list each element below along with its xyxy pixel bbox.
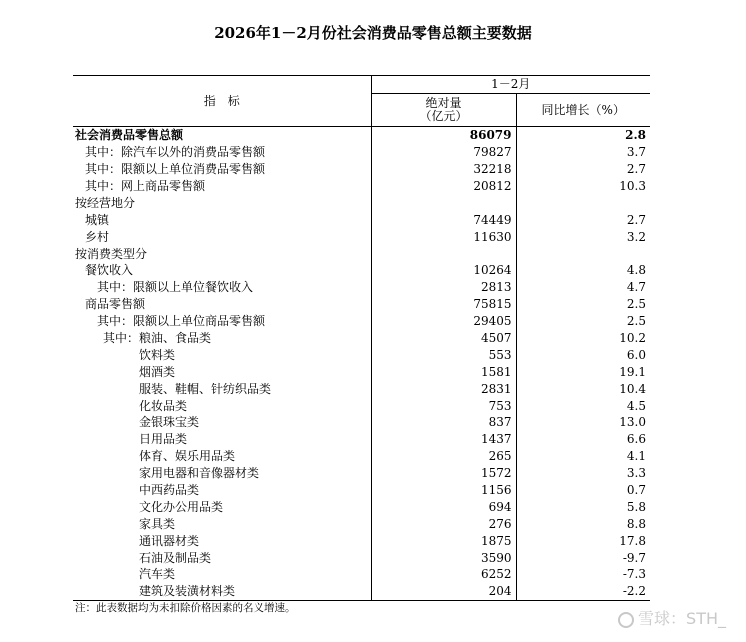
row-growth: 5.8	[516, 498, 650, 515]
row-growth: 19.1	[516, 363, 650, 380]
row-growth: 2.7	[516, 161, 650, 178]
watermark	[618, 606, 726, 629]
row-value: 204	[371, 583, 516, 600]
table-row	[73, 448, 650, 465]
row-label: 石油及制品类	[139, 550, 212, 565]
row-label: 中西药品类	[139, 483, 200, 498]
row-label: 其中：限额以上单位商品零售额	[97, 314, 266, 329]
row-growth: 4.7	[516, 279, 650, 296]
row-label: 其中：除汽车以外的消费品零售额	[85, 145, 266, 160]
row-value: 276	[371, 515, 516, 532]
row-growth: 8.8	[516, 515, 650, 532]
row-value: 265	[371, 448, 516, 465]
table-row	[73, 313, 650, 330]
row-value: 3590	[371, 549, 516, 566]
table-row	[73, 566, 650, 583]
retail-data-table	[73, 75, 650, 601]
table-row	[73, 549, 650, 566]
row-value: 1581	[371, 363, 516, 380]
table-row	[73, 380, 650, 397]
row-value: 29405	[371, 313, 516, 330]
table-row	[73, 515, 650, 532]
row-growth: 2.7	[516, 211, 650, 228]
row-value: 6252	[371, 566, 516, 583]
table-row	[73, 194, 650, 211]
row-value: 11630	[371, 228, 516, 245]
row-label: 服装、鞋帽、针纺织品类	[139, 381, 272, 396]
indicator-header: 指 标	[73, 76, 371, 127]
table-row	[73, 144, 650, 161]
row-label: 烟酒类	[139, 364, 176, 379]
row-label: 金银珠宝类	[139, 415, 200, 430]
row-value	[371, 194, 516, 211]
row-growth: 4.8	[516, 262, 650, 279]
row-label: 化妆品类	[139, 398, 188, 413]
row-value: 1437	[371, 431, 516, 448]
table-row	[73, 363, 650, 380]
table-row	[73, 279, 650, 296]
row-label: 饮料类	[139, 347, 176, 362]
unit-label: （亿元）	[419, 108, 468, 123]
table-row	[73, 126, 650, 143]
row-label: 通讯器材类	[139, 533, 200, 548]
row-label: 按经营地分	[75, 195, 136, 210]
row-growth: 17.8	[516, 532, 650, 549]
row-label: 乡村	[85, 229, 110, 244]
row-label: 家用电器和音像器材类	[139, 466, 260, 481]
row-value	[371, 245, 516, 262]
yoy-header: 同比增长（%）	[516, 93, 650, 126]
row-value: 75815	[371, 296, 516, 313]
row-growth: 0.7	[516, 482, 650, 499]
snowball-logo-icon	[618, 612, 634, 628]
row-label: 其中：网上商品零售额	[85, 179, 206, 193]
row-label: 其中：限额以上单位餐饮收入	[97, 280, 254, 295]
row-label: 其中：限额以上单位消费品零售额	[85, 162, 266, 177]
row-label: 其中：粮油、食品类	[103, 331, 212, 346]
row-label: 商品零售额	[85, 297, 146, 312]
row-growth: 3.7	[516, 144, 650, 161]
row-value: 1875	[371, 532, 516, 549]
row-value: 837	[371, 414, 516, 431]
row-label: 按消费类型分	[75, 246, 148, 261]
table-row	[73, 414, 650, 431]
row-growth: 6.0	[516, 346, 650, 363]
table-row	[73, 482, 650, 499]
table-row	[73, 296, 650, 313]
row-growth: 10.2	[516, 330, 650, 347]
row-value: 4507	[371, 330, 516, 347]
row-value: 1156	[371, 482, 516, 499]
row-label: 体育、娱乐用品类	[139, 449, 236, 464]
row-value: 79827	[371, 144, 516, 161]
table-row	[73, 397, 650, 414]
row-value: 2813	[371, 279, 516, 296]
row-growth: -7.3	[516, 566, 650, 583]
row-value: 32218	[371, 161, 516, 178]
row-label: 社会消费品零售总额	[75, 128, 184, 143]
row-growth: 2.5	[516, 296, 650, 313]
table-row	[73, 161, 650, 178]
table-row	[73, 178, 650, 195]
row-growth: -9.7	[516, 549, 650, 566]
table-row	[73, 465, 650, 482]
row-value: 694	[371, 498, 516, 515]
row-label: 餐饮收入	[85, 263, 134, 278]
period-header: 1－2月	[371, 76, 650, 94]
row-growth: 13.0	[516, 414, 650, 431]
row-growth: 3.2	[516, 228, 650, 245]
watermark-text: 雪球：STH_	[638, 609, 726, 628]
table-row	[73, 228, 650, 245]
footnote: 注：此表数据均为未扣除价格因素的名义增速。	[75, 602, 296, 614]
row-value: 86079	[371, 126, 516, 143]
row-value: 10264	[371, 262, 516, 279]
row-growth: -2.2	[516, 583, 650, 600]
table-row	[73, 245, 650, 262]
table-row	[73, 532, 650, 549]
row-label: 家具类	[139, 516, 176, 531]
row-growth: 2.8	[516, 126, 650, 143]
row-growth: 10.4	[516, 380, 650, 397]
row-value: 2831	[371, 380, 516, 397]
absolute-label: 绝对量	[425, 95, 462, 110]
row-value: 74449	[371, 211, 516, 228]
table-row	[73, 330, 650, 347]
page-title: 2026年1－2月份社会消费品零售总额主要数据	[214, 24, 532, 42]
table-row	[73, 346, 650, 363]
absolute-header	[371, 93, 516, 126]
row-growth: 10.3	[516, 178, 650, 195]
row-growth	[516, 245, 650, 262]
row-growth: 6.6	[516, 431, 650, 448]
row-value: 20812	[371, 178, 516, 195]
table-row	[73, 498, 650, 515]
table-row	[73, 262, 650, 279]
row-label: 日用品类	[139, 432, 188, 447]
row-growth: 4.1	[516, 448, 650, 465]
row-label: 建筑及装潢材料类	[139, 584, 236, 599]
row-value: 1572	[371, 465, 516, 482]
table-row	[73, 431, 650, 448]
row-growth: 2.5	[516, 313, 650, 330]
row-label: 汽车类	[139, 567, 176, 582]
table-row	[73, 583, 650, 600]
row-label: 文化办公用品类	[139, 499, 224, 514]
row-growth: 4.5	[516, 397, 650, 414]
row-value: 553	[371, 346, 516, 363]
row-value: 753	[371, 397, 516, 414]
row-growth	[516, 194, 650, 211]
row-growth: 3.3	[516, 465, 650, 482]
table-row	[73, 211, 650, 228]
row-label: 城镇	[85, 212, 110, 227]
